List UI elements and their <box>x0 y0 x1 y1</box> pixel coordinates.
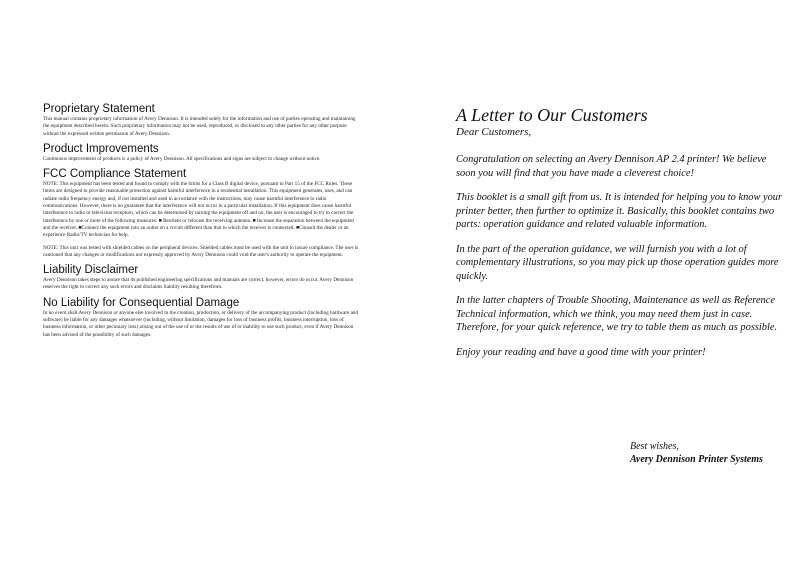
letter-paragraph: Enjoy your reading and have a good time with your printer! <box>456 346 706 358</box>
letter-title: A Letter to Our Customers <box>456 105 648 125</box>
consequential-heading: No Liability for Consequential Damage <box>43 296 240 309</box>
signature-block <box>630 440 763 466</box>
proprietary-body: This manual contains proprietary information of Avery Dennison. It is intended solely for the information and use of parties operating and maintaining the equipment described herein. Such proprietary information may not be used, reproduced, or disclosed to any other parties for any other purpose without the expressed written permission of Avery Dennison. <box>43 116 356 137</box>
letter-paragraph: In the latter chapters of Trouble Shooting, Maintenance as well as Reference Technical information, which we think, you may need them just in case. Therefore, for your quick reference, we try to table them as much as possible. <box>456 295 778 333</box>
fcc-body-2: NOTE: This unit was tested with shielded cables on the peripheral devices. Shielded cables must be used with the unit to insure compliance. The user is cautioned that any changes or modifications not expressly approved by Avery Dennison could void the user's authority to operate the equipment. <box>43 244 359 258</box>
letter-paragraph: Congratulation on selecting an Avery Dennison AP 2.4 printer! We believe soon you will find that you have made a cleverest choice! <box>456 154 767 179</box>
closing-line: Best wishes, <box>630 441 679 452</box>
fcc-body-1: NOTE: This equipment has been tested and found to comply with the limits for a Class B digital device, pursuant to Part 15 of the FCC Rules. These limits are designed to provide reasonable protection against harmful interference in a residential installation. This equipment generates, uses, and can radiate radio frequency energy and, if not installed and used in accordance with the instructions, may cause harmful interference to radio communications. However, there is no guarantee that the interference will not occur in a particular installation. If this equipment does cause harmful interference to radio or television reception, which can be determined by turning the equipment off and on, the user is encouraged to try to correct the interference by one or more of the following measures: ■ Reorient or relocate the receiving antenna. ■ Increase the separation between the equipment and the receiver. ■Connect the equipment into an outlet on a circuit different than that to which the receiver is connected. ■Consult the dealer or an experience Radio/TV technician for help. <box>43 181 354 239</box>
letter-paragraph: This booklet is a small gift from us. It is intended for helping you to know your printer better, then further to optimize it. Basically, this booklet contains two parts: operation guidance and related valuable information. <box>456 192 783 230</box>
liability-section <box>43 264 361 292</box>
fcc-section <box>43 168 361 259</box>
improvements-section <box>43 143 361 163</box>
improvements-body: Continuous improvement of products is a policy of Avery Dennison. All specifications and signs are subject to change without notice. <box>43 155 321 162</box>
liability-heading: Liability Disclaimer <box>43 264 139 277</box>
legal-column <box>43 103 361 344</box>
company-name: Avery Dennison Printer Systems <box>630 454 763 465</box>
letter-column <box>456 105 786 370</box>
proprietary-heading: Proprietary Statement <box>43 103 155 115</box>
letter-greeting: Dear Customers, <box>456 126 532 138</box>
consequential-section <box>43 297 361 339</box>
liability-body: Avery Dennison takes steps to assure that its published engineering specifications and manuals are correct; however, errors do occur. Avery Dennison reserves the right to correct any such errors and disclaims liability resulting therefrom. <box>43 277 354 291</box>
proprietary-section <box>43 103 361 138</box>
fcc-heading: FCC Compliance Statement <box>43 168 187 181</box>
consequential-body: In no event shall Avery Dennison or anyone else involved in the creation, production, or delivery of the accompanying product (including hardware and software) be liable for any damages whatsoever (including, without limitation, damages for loss of business profits, business interruption, loss of business information, or other pecuniary loss) arising out of the use of or the results of use of or inability to use such product, even if Avery Dennison has been advised of the possibility of such damages. <box>43 309 359 338</box>
improvements-heading: Product Improvements <box>43 142 159 155</box>
letter-paragraph: In the part of the operation guidance, we will furnish you with a lot of complementary illustrations, so you may pick up those operation guides more quickly. <box>456 243 779 282</box>
